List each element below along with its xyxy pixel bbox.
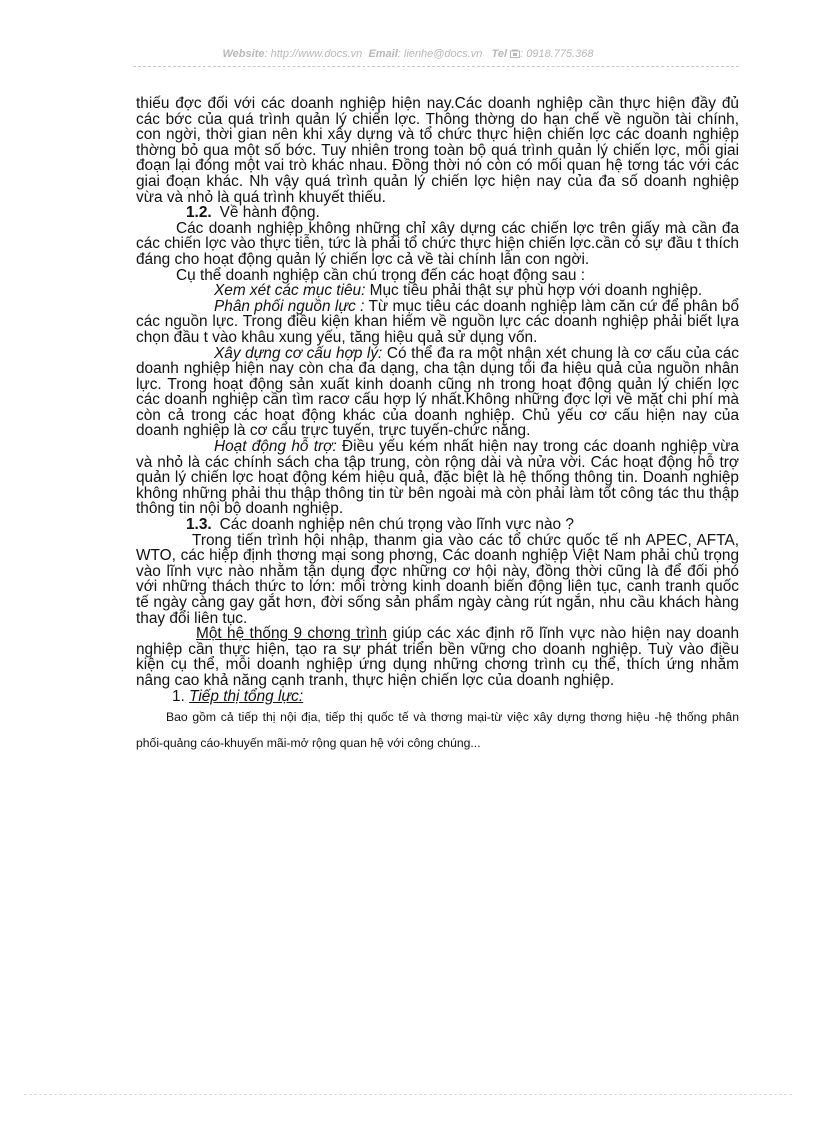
website-value: : http://www.docs.vn <box>264 48 363 60</box>
document-body <box>136 96 739 756</box>
section-heading-1-2 <box>186 205 739 221</box>
paragraph-nine-programs <box>136 626 739 688</box>
phone-icon <box>510 49 520 58</box>
email-value: : lienhe@docs.vn <box>397 48 483 60</box>
section-title: Về hành động. <box>219 204 320 222</box>
paragraph-integration: Trong tiến trình hội nhập, thanm gia vào các tổ chức quốc tế nh APEC, AFTA, WTO, các hiệp định thơng mại song phơng, Các doanh nghiệp Việt Nam phải chủ trọng vào lĩnh vực nào nhằm tận dụng đợc những cơ hội này, đồng thời cũng là để đối phó với những thách thức to lớn: môi trờng kinh doanh biến động liên tục, canh tranh quốc tế ngày càng gay gắt hơn, đời sống sản phẩm ngày càng rút ngắn, nhu cầu khách hàng thay đổi liên tục. <box>136 531 739 627</box>
section-title: Các doanh nghiệp nên chú trọng vào lĩnh vực nào ? <box>219 516 574 534</box>
website-label: Website <box>222 48 265 60</box>
section-number: 1.3. <box>186 516 212 534</box>
paragraph-marketing: Bao gồm cả tiếp thị nội địa, tiếp thị quốc tế và thơng mại-từ việc xây dựng thơng hiệu -hệ thống phân phối-quảng cáo-khuyến mãi-mở rộng quan hệ với công chúng... <box>136 710 739 751</box>
lead-term: Hoạt động hỗ trợ: <box>214 438 337 456</box>
paragraph-1: thiếu đợc đối với các doanh nghiệp hiện nay.Các doanh nghiệp cần thực hiện đầy đủ các bớc của quá trình quản lý chiến lợc. Thông thờng do hạn chế về nguồn tài chính, con ngời, thời gian nên khi xây dựng và tổ chức thực hiện chiến lợc các doanh nghiệp thờng bỏ qua một số bớc. Tuy nhiên trong toàn bộ quá trình quản lý chiến lợc, mỗi giai đoạn lại đóng một vai trò khác nhau. Đồng thời nó còn có mối quan hệ tơng tác với các giai đoạn khác. Nh vậy quá trình quản lý chiến lợc hiện nay của đa số doanh nghiệp vừa và nhỏ là quá trình khuyết thiếu. <box>136 95 739 206</box>
section-number: 1.2. <box>186 204 212 222</box>
paragraph-2: Các doanh nghiệp không những chỉ xây dựng các chiến lợc trên giấy mà cần đa các chiến lợc vào thực tiễn, tức là phải tổ chức thực hiện chiến lợc.cần có sự đầu t thích đáng cho hoạt động quản lý chiến lợc cả về tài chính lẫn con ngời. <box>136 219 739 268</box>
footer-divider <box>24 1094 792 1095</box>
email-label: Email <box>368 48 398 60</box>
section-heading-1-3 <box>186 517 739 533</box>
paragraph-text: Điều yếu kém nhất hiện nay trong các doanh nghiệp vừa và nhỏ là các chính sách cha tập trung, còn rộng dài và nửa vời. Các hoạt động hỗ trợ quản lý chiến lợc hoạt động kém hiệu quả, đặc biệt là hệ thống thông tin. Doanh nghiệp không những phải thu thập thông tin từ bên ngoài mà còn phải làm tốt công tác thu thập thông tin nội bộ doanh nghiệp. <box>136 438 739 518</box>
page-header <box>0 48 816 60</box>
list-title: Tiếp thị tổng lực: <box>189 687 304 705</box>
list-item-1 <box>172 689 739 705</box>
paragraph-text: Từ mục tiêu các doanh nghiệp làm căn cứ để phân bổ các nguồn lực. Trong điều kiện khan hiếm về nguồn lực các doanh nghiệp phải biết lựa chọn đầu t vào khâu xung yếu, tăng hiệu quả sử dụng vốn. <box>136 297 740 346</box>
paragraph-support <box>136 439 739 517</box>
paragraph-text: Mục tiêu phải thật sự phù hợp với doanh nghiệp. <box>365 282 703 300</box>
paragraph-structure <box>136 346 739 440</box>
paragraph-resources <box>136 299 739 346</box>
paragraph-text: giúp các xác định rõ lĩnh vực nào hiện nay doanh nghiệp cần thực hiện, tạo ra sự phát triển bền vững cho doanh nghiệp. Tuỳ vào điều kiện cụ thể, mỗi doanh nghiệp ứng dụng những chơng trình cụ thể, thích ứng nhằm nâng cao khả năng cạnh tranh, thực hiện chiến lợc của doanh nghiệp. <box>136 625 740 689</box>
lead-term: Xem xét các mục tiêu: <box>214 282 366 300</box>
tel-value: : 0918.775.368 <box>520 48 594 60</box>
underlined-term: Một hệ thống 9 chơng trình <box>196 625 388 643</box>
lead-term: Phân phối nguồn lực : <box>214 297 365 315</box>
list-number: 1. <box>172 687 185 705</box>
tel-label: Tel <box>491 48 508 60</box>
paragraph-3: Cụ thể doanh nghiệp cần chú trọng đến các hoạt động sau : <box>176 266 586 284</box>
paragraph-text: Có thể đa ra một nhận xét chung là cơ cấu của các doanh nghiệp hiện nay còn cha đa dạng, cha tận dụng tối đa hiệu quả của nguồn nhân lực. Trong hoạt động sản xuất kinh doanh cũng nh trong hoạt động quản lý chiến lợc các doanh nghiệp cần tìm racơ cấu hợp lý nhất.Không những đợc lợi về mặt chi phí mà còn cả trong các hoạt động khác của doanh nghiệp. Chủ yếu cơ cấu hiện nay của doanh nghiệp là cơ cấu trực tuyến, trực tuyến-chức năng. <box>136 344 739 440</box>
header-divider <box>133 66 739 67</box>
lead-term: Xây dựng cơ cấu hợp lý: <box>214 344 383 362</box>
paragraph-objectives <box>136 283 739 299</box>
